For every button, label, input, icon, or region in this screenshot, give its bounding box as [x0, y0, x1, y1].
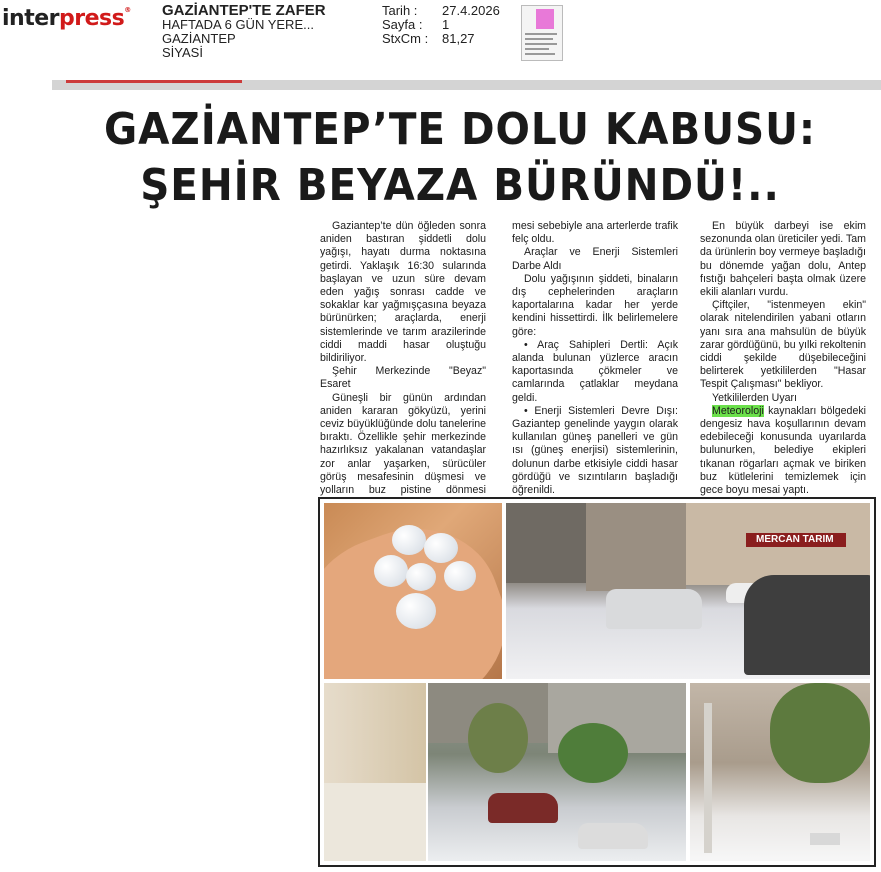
- stxcm-label: StxCm :: [382, 31, 429, 46]
- headline-line-2: ŞEHİR BEYAZA BÜRÜNDÜ!..: [140, 160, 780, 211]
- subheading: Araçlar ve Enerji Sistemleri Darbe Aldı: [512, 246, 678, 272]
- publication-name: GAZİANTEP'TE ZAFER: [162, 2, 326, 19]
- photo-street-hail: [506, 503, 870, 679]
- shop-sign: MERCAN TARIM: [756, 534, 834, 545]
- photo-window-view: [324, 683, 426, 861]
- publication-category: SİYASİ: [162, 45, 203, 60]
- thumbnail-highlight: [536, 9, 554, 29]
- paragraph: Gaziantep’te dün öğleden sonra aniden bastıran şiddetli dolu yağışı, hayatı durma noktasına getirdi. Yaklaşık 16:30 sularında başlayan ve uzun süre devam eden yağış sonrası cadde ve sokaklar kar yağmışçasına beyaza bürünürken; araçlarda, enerji sistemlerinde ve tarım arazilerinde ciddi maddi hasar oluştuğu bildiriliyor.: [320, 220, 486, 365]
- stxcm-value: 81,27: [442, 31, 475, 46]
- meta-labels: [382, 4, 428, 46]
- bullet-item: • Araç Sahipleri Dertli: Açık alanda bulunan yüzlerce aracın kaportasında çökmeler ve camlarında çatlaklar meydana geldi.: [512, 338, 678, 404]
- article-column-2: [512, 220, 678, 524]
- date-value: 27.4.2026: [442, 3, 500, 18]
- date-label: Tarih :: [382, 3, 418, 18]
- article-column-3: [700, 220, 866, 497]
- paragraph: Çiftçiler, "istenmeyen ekin" olarak nitelendirilen yabani otların yanı sıra ana mahsulün de büyük zarar gördüğünü, bu yılki rekoltenin ciddi şekilde düşebileceğini belirterek yetkililerden "Hasar Tespit Çalışması" bekliyor.: [700, 299, 866, 391]
- paragraph: Güneşli bir günün ardından aniden kararan gökyüzü, yerini ceviz büyüklüğünde dolu tanelerine bıraktı. Özellikle şehir merkezinde hazırlıksız yakalanan vatandaşlar zor anlar yaşarken, sürücüler görüş mesafesinin düşmesi ve yolların buz pistine dönmesi: [320, 391, 486, 497]
- headline-line-1: GAZİANTEP’TE DOLU KABUSU:: [104, 104, 816, 155]
- paragraph: En büyük darbeyi ise ekim sezonunda olan üreticiler yedi. Tam da ürünlerin boy vermeye başladığı bu dönemde yağan dolu, Antep fıstığı bahçeleri başta olmak üzere ekili alanları vurdu.: [700, 220, 866, 299]
- paragraph: Meteoroloji kaynakları bölgedeki dengesiz hava koşullarının devam edebileceği konusunda uyarılarda bulunurken, belediye ekipleri tıkanan rögarları açmak ve biriken buz kütlelerini temizlemek için gece boyu mesai yaptı.: [700, 404, 866, 497]
- subheading: Şehir Merkezinde "Beyaz" Esaret: [320, 365, 486, 391]
- highlighted-keyword: Meteoroloji: [712, 404, 764, 417]
- page-label: Sayfa :: [382, 17, 423, 32]
- photo-collage: [318, 497, 876, 867]
- photo-street-from-above: [428, 683, 686, 861]
- paragraph: Dolu yağışının şiddeti, binaların dış cephelerinden araçların kaportalarına kadar her yerde kendini hissettirdi. İlk belirlemelere göre:: [512, 272, 678, 338]
- clipping-red-accent: [66, 80, 242, 83]
- meta-values: [442, 4, 500, 46]
- page-value: 1: [442, 17, 450, 32]
- interpress-logo: interpress®: [2, 6, 131, 31]
- subheading: Yetkililerden Uyarı: [712, 391, 797, 404]
- photo-hail-covered-square: [690, 683, 870, 861]
- paragraph: mesi sebebiyle ana arterlerde trafik felç oldu.: [512, 220, 678, 246]
- publication-city: GAZİANTEP: [162, 31, 236, 46]
- article-column-1: [320, 220, 486, 537]
- publication-headline: HAFTADA 6 GÜN YERE...: [162, 17, 314, 32]
- photo-hailstones-in-hand: [324, 503, 502, 679]
- bullet-item: • Enerji Sistemleri Devre Dışı: Gaziantep genelinde yaygın olarak kullanılan güneş panelleri ve gün ısı (güneş enerjisi) sistemlerinin, dolunun darbe etkisiyle ciddi hasar gördüğü ve sızıntıların başladığı öğrenildi.: [512, 404, 678, 497]
- publication-info: [162, 4, 326, 60]
- page-thumbnail[interactable]: [521, 5, 563, 61]
